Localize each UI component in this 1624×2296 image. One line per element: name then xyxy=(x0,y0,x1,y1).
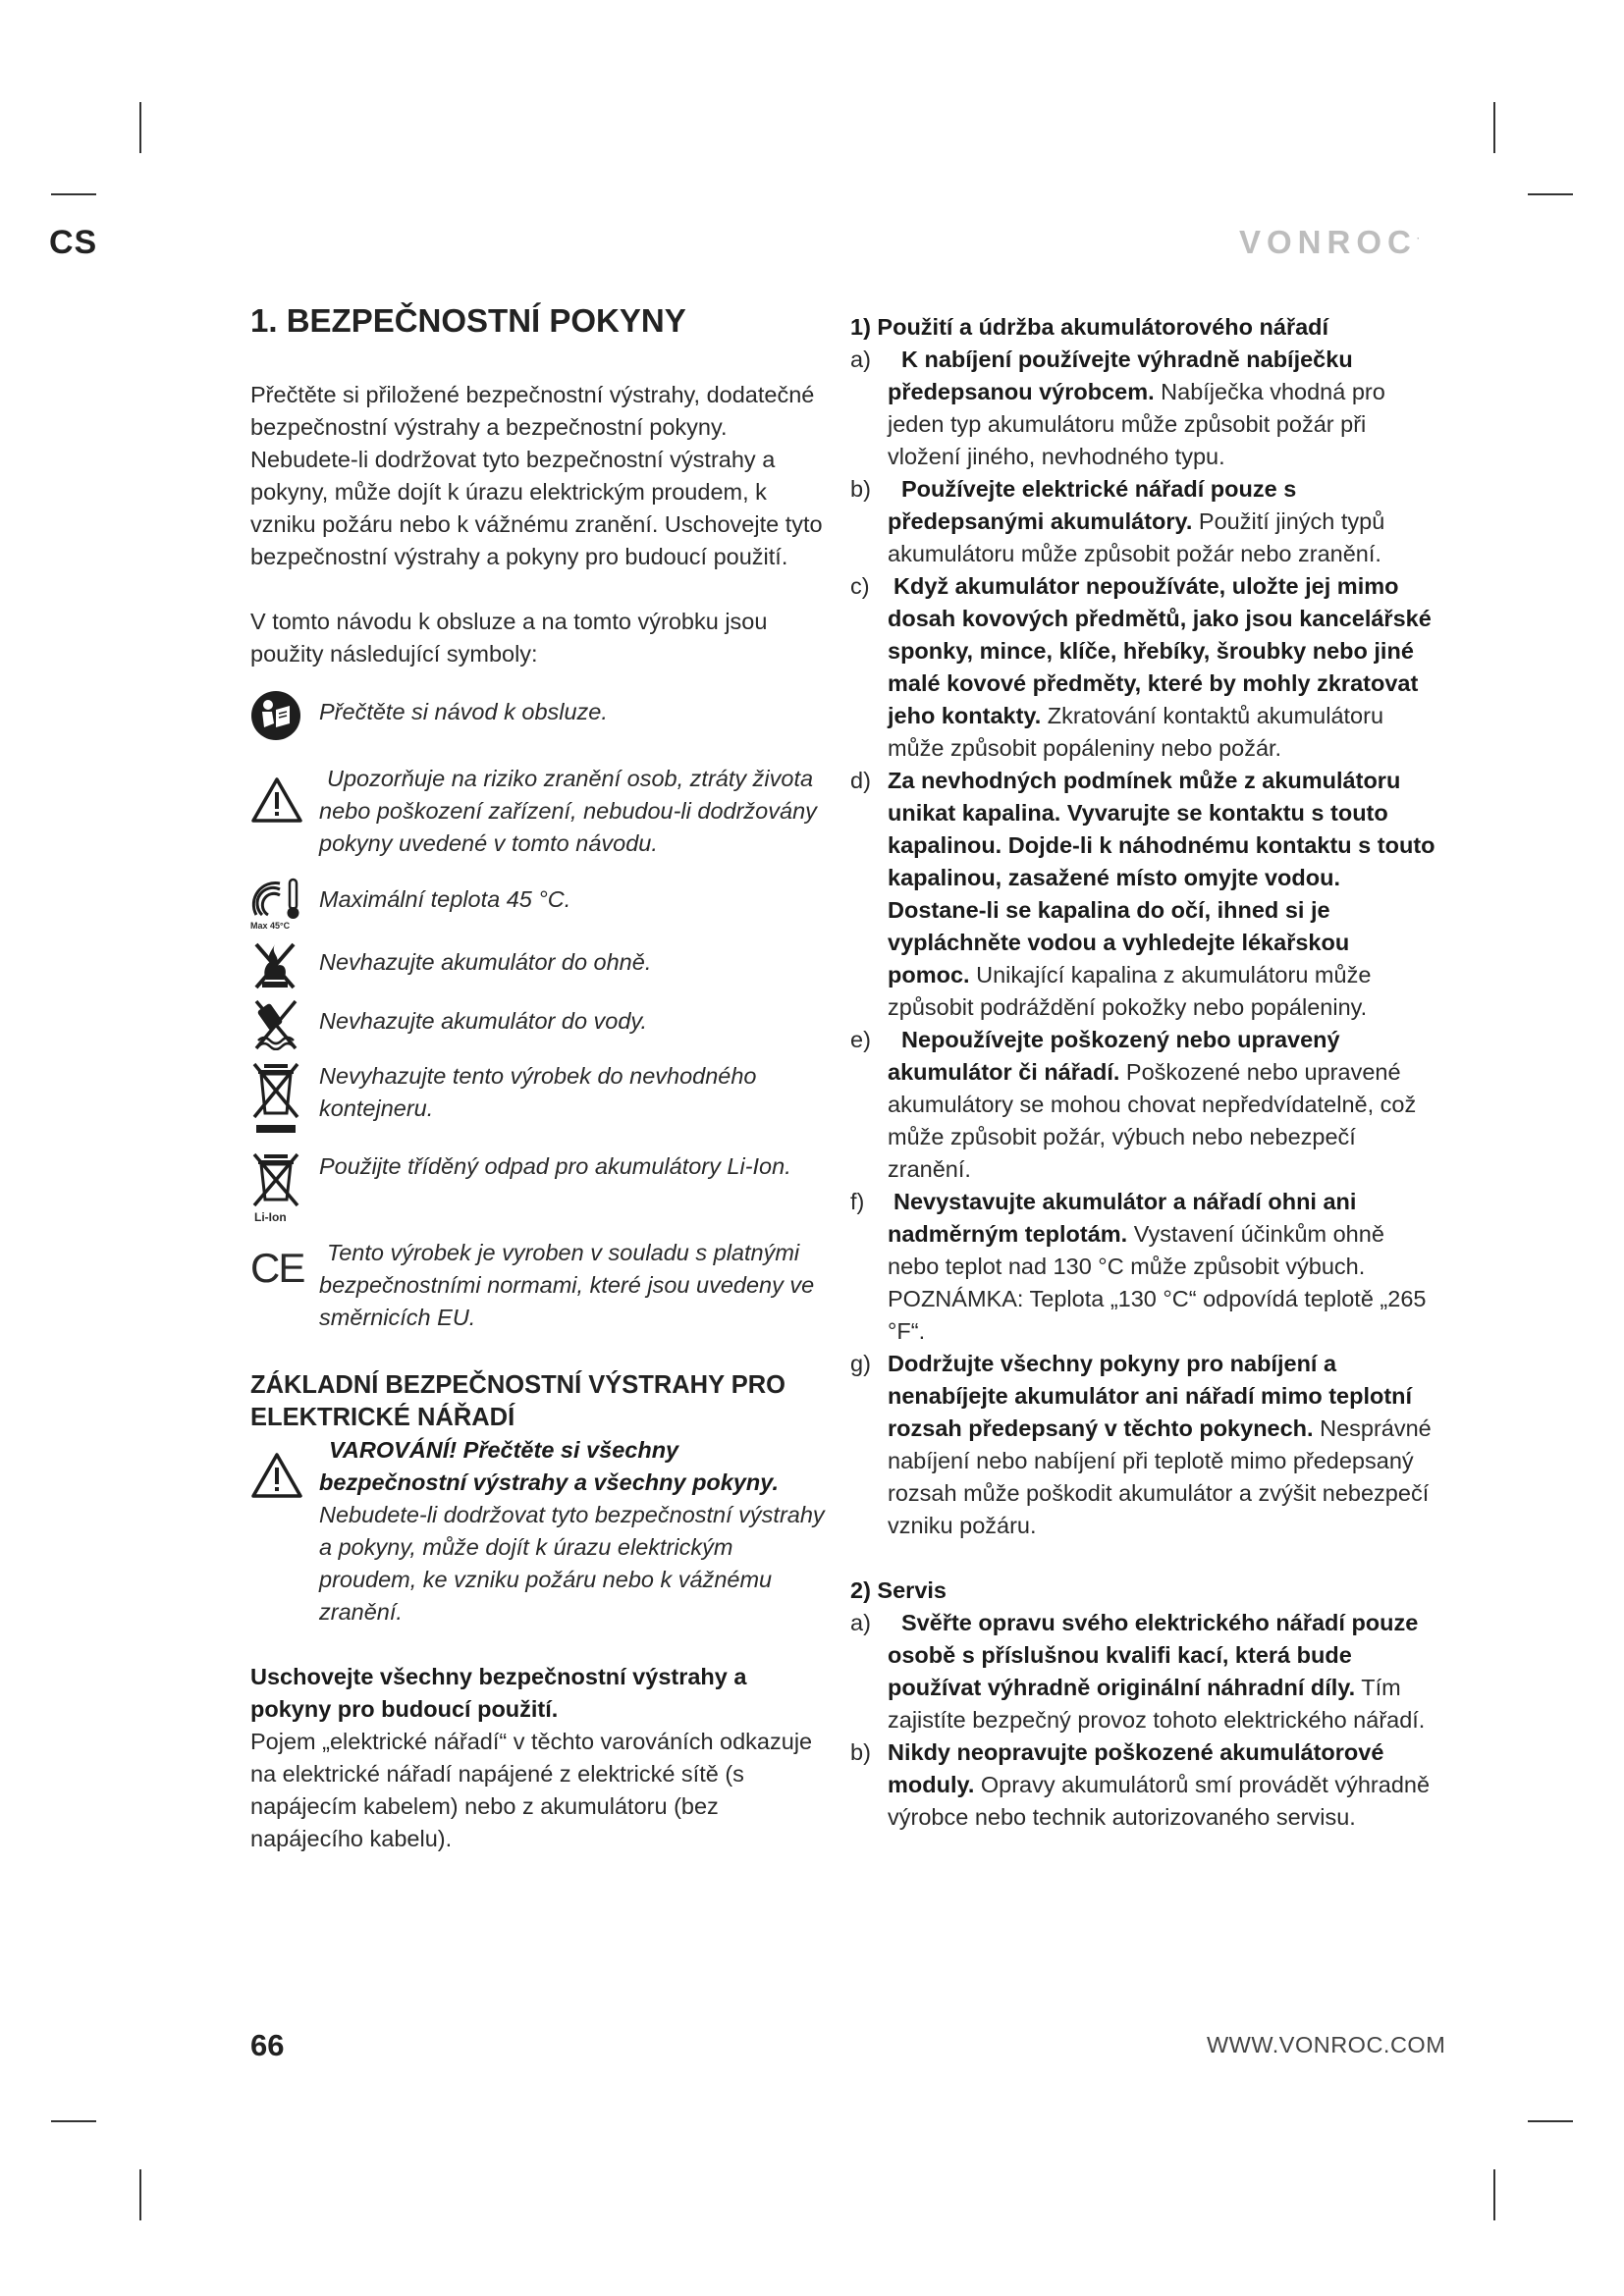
section-heading: 2) Servis xyxy=(850,1577,947,1603)
item-letter: g) xyxy=(850,1351,871,1376)
section-title: ZÁKLADNÍ BEZPEČNOSTNÍ VÝSTRAHY PRO ELEKTRICKÉ NÁŘADÍ xyxy=(250,1371,785,1431)
page-number: 66 xyxy=(250,2028,285,2062)
warning-triangle-icon xyxy=(250,1434,319,1508)
symbol-row xyxy=(250,1148,828,1223)
left-column xyxy=(250,299,828,1855)
li-ion-label: Li-Ion xyxy=(254,1210,287,1224)
symbol-list xyxy=(250,688,828,1334)
max-temp-label: Max 45°C xyxy=(250,921,291,931)
symbol-row xyxy=(250,936,828,991)
item-text: Použití jiných typů akumulátoru může způsobit požár nebo zranění. xyxy=(888,508,1385,566)
list-item xyxy=(850,1607,1435,1736)
item-text: Tím zajistíte bezpečný provoz tohoto elektrického nářadí. xyxy=(888,1675,1426,1733)
item-text: Opravy akumulátorů smí provádět výhradně výrobce nebo technik autorizovaného servisu. xyxy=(888,1772,1431,1830)
item-body xyxy=(888,1607,1435,1736)
item-bold: Svěřte opravu svého elektrického nářadí pouze osobě s příslušnou kvalifi kací, která bude používat výhradně originální náhradní díly. xyxy=(888,1610,1419,1700)
symbol-row xyxy=(250,688,828,741)
item-body xyxy=(888,1186,1435,1348)
symbol-text: Nevyhazujte tento výrobek do nevhodného kontejneru. xyxy=(319,1063,757,1121)
item-bold: Když akumulátor nepoužíváte, uložte jej mimo dosah kovových předmětů, jako jsou kancelářské sponky, mince, klíče, hřebíky, šroubky nebo jiné malé kovové předměty, které by mohly zkratovat jeho kontakty. xyxy=(888,573,1432,728)
brand-logo-text: VONROC xyxy=(1239,224,1417,260)
crop-mark xyxy=(1493,2169,1495,2220)
list-item xyxy=(850,344,1435,473)
symbol-text: Nevhazujte akumulátor do vody. xyxy=(319,1008,647,1034)
list-item xyxy=(850,473,1435,570)
section-heading: 1) Použití a údržba akumulátorového nářadí xyxy=(850,314,1329,340)
item-letter: b) xyxy=(850,1739,871,1765)
item-text: Vystavení účinkům ohně nebo teplot nad 130 °C může způsobit výbuch. POZNÁMKA: Teplota „130 °C“ odpovídá teplotě „265 °F“. xyxy=(888,1221,1427,1344)
item-letter: f) xyxy=(850,1189,865,1214)
ce-mark-icon xyxy=(250,1237,319,1290)
symbol-row xyxy=(250,1237,828,1334)
crop-mark xyxy=(1528,2120,1573,2122)
item-letter: a) xyxy=(850,1610,871,1635)
list-item xyxy=(850,1736,1435,1834)
item-bold: Dodržujte všechny pokyny pro nabíjení a nenabíjejte akumulátor ani nářadí mimo teplotní rozsah předepsaný v těchto pokynech. xyxy=(888,1351,1413,1441)
symbol-text: Maximální teplota 45 °C. xyxy=(319,886,571,912)
symbols-intro: V tomto návodu k obsluze a na tomto výrobku jsou použity následující symboly: xyxy=(250,609,768,667)
read-manual-icon xyxy=(250,688,319,741)
crop-mark xyxy=(51,193,96,195)
right-column xyxy=(850,311,1435,1834)
symbol-text: Nevhazujte akumulátor do ohně. xyxy=(319,949,652,975)
keep-instructions xyxy=(250,1661,828,1855)
li-ion-recycling-icon xyxy=(250,1148,319,1223)
item-body xyxy=(888,473,1435,570)
crop-mark xyxy=(139,2169,141,2220)
symbol-text: Upozorňuje na riziko zranění osob, ztráty života nebo poškození zařízení, nebudou-li dodržovány pokyny uvedené v tomto návodu. xyxy=(319,766,817,856)
item-bold: Nikdy neopravujte poškozené akumulátorové moduly. xyxy=(888,1739,1384,1797)
item-bold: K nabíjení používejte výhradně nabíječku předepsanou výrobcem. xyxy=(888,347,1353,404)
intro-paragraph: Přečtěte si přiložené bezpečnostní výstrahy, dodatečné bezpečnostní výstrahy a bezpečnostní pokyny. Nebudete-li dodržovat tyto bezpečnostní výstrahy a pokyny, může dojít k úrazu elektrickým proudem, k vzniku požáru nebo k vážnému zranění. Uschovejte tyto bezpečnostní výstrahy a pokyny pro budoucí použití. xyxy=(250,382,823,569)
item-text: Nabíječka vhodná pro jeden typ akumulátoru může způsobit požár při vložení jiného, nevhodného typu. xyxy=(888,379,1385,469)
warning-triangle-icon xyxy=(250,763,319,824)
item-letter: a) xyxy=(850,347,871,372)
keep-text: Pojem „elektrické nářadí“ v těchto varováních odkazuje na elektrické nářadí napájené z elektrické sítě (s napájecím kabelem) nebo z akumulátoru (bez napájecího kabelu). xyxy=(250,1729,813,1851)
item-text: Zkratování kontaktů akumulátoru může způsobit popáleniny nebo požár. xyxy=(888,703,1384,761)
page-title: 1. BEZPEČNOSTNÍ POKYNY xyxy=(250,302,686,339)
item-body xyxy=(888,344,1435,473)
item-letter: d) xyxy=(850,768,871,793)
no-fire-icon xyxy=(250,936,319,991)
item-letter: e) xyxy=(850,1027,871,1052)
crossed-bin-icon xyxy=(250,1056,319,1137)
general-warning xyxy=(250,1434,828,1629)
crop-mark xyxy=(1493,102,1495,153)
list-item xyxy=(850,1024,1435,1186)
item-body xyxy=(888,1348,1435,1542)
item-letter: b) xyxy=(850,476,871,502)
max-temperature-icon xyxy=(250,874,319,931)
list-item xyxy=(850,765,1435,1024)
list-item xyxy=(850,570,1435,765)
symbol-row xyxy=(250,995,828,1050)
item-body xyxy=(888,1024,1435,1186)
warning-text: Nebudete-li dodržovat tyto bezpečnostní výstrahy a pokyny, může dojít k úrazu elektrickým proudem, ke vzniku požáru nebo k vážnému zranění. xyxy=(319,1502,825,1625)
list-item xyxy=(850,1186,1435,1348)
symbol-row xyxy=(250,874,828,931)
item-text: Unikající kapalina z akumulátoru může způsobit podráždění pokožky nebo popáleniny. xyxy=(888,962,1372,1020)
brand-logo: VONROC· xyxy=(1239,224,1421,260)
website-url: WWW.VONROC.COM xyxy=(1207,2032,1446,2057)
symbol-text: Přečtěte si návod k obsluze. xyxy=(319,699,608,724)
warning-bold: VAROVÁNÍ! Přečtěte si všechny bezpečnostní výstrahy a všechny pokyny. xyxy=(319,1437,780,1495)
item-letter: c) xyxy=(850,573,870,599)
item-bold: Nepoužívejte poškozený nebo upravený akumulátor či nářadí. xyxy=(888,1027,1340,1085)
item-text: Nesprávné nabíjení nebo nabíjení při teplotě mimo předepsaný rozsah může poškodit akumulátor a zvýšit nebezpečí vzniku požáru. xyxy=(888,1415,1432,1538)
symbol-row xyxy=(250,763,828,860)
no-water-icon xyxy=(250,995,319,1050)
item-text: Poškozené nebo upravené akumulátory se mohou chovat nepředvídatelně, což může způsobit požár, výbuch nebo nebezpečí zranění. xyxy=(888,1059,1417,1182)
keep-bold: Uschovejte všechny bezpečnostní výstrahy a pokyny pro budoucí použití. xyxy=(250,1664,747,1722)
list-item xyxy=(850,1348,1435,1542)
crop-mark xyxy=(139,102,141,153)
symbol-row xyxy=(250,1056,828,1137)
crop-mark xyxy=(1528,193,1573,195)
ce-mark-label: CE xyxy=(250,1245,304,1291)
warning-text-block xyxy=(319,1434,828,1629)
item-body xyxy=(888,1736,1435,1834)
item-bold: Používejte elektrické nářadí pouze s předepsanými akumulátory. xyxy=(888,476,1297,534)
item-bold: Nevystavujte akumulátor a nářadí ohni ani nadměrným teplotám. xyxy=(888,1189,1357,1247)
crop-mark xyxy=(51,2120,96,2122)
item-bold: Za nevhodných podmínek může z akumulátoru unikat kapalina. Vyvarujte se kontaktu s touto kapalinou. Dojde-li k náhodnému kontaktu s touto kapalinou, zasažené místo omyjte vodou. Dostane-li se kapalina do očí, ihned si je vypláchněte vodou a vyhledejte lékařskou pomoc. xyxy=(888,768,1435,988)
symbol-text: Tento výrobek je vyroben v souladu s platnými bezpečnostními normami, které jsou uvedeny ve směrnicích EU. xyxy=(319,1240,815,1330)
item-body xyxy=(888,570,1435,765)
language-code: CS xyxy=(49,224,98,261)
item-body xyxy=(888,765,1435,1024)
symbol-text: Použijte tříděný odpad pro akumulátory Li-Ion. xyxy=(319,1153,791,1179)
